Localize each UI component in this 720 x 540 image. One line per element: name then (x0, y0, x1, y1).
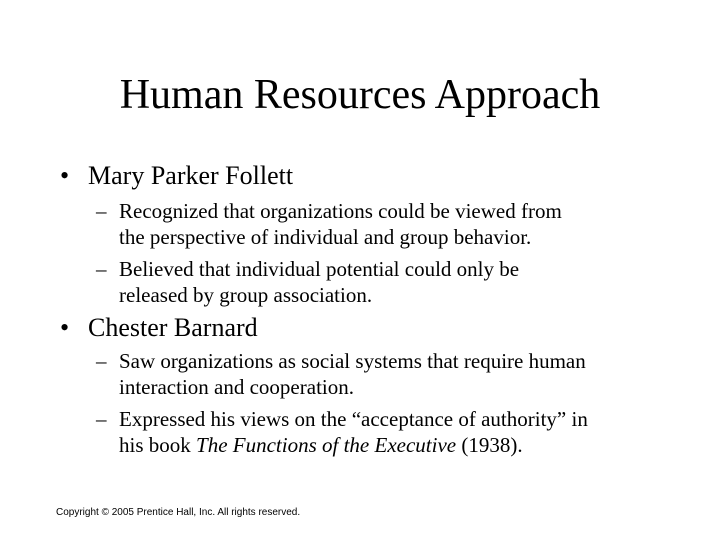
sub-bullet-line: Recognized that organizations could be viewed from (119, 199, 562, 223)
bullet-text: Chester Barnard (88, 313, 258, 342)
sub-bullet-line: Believed that individual potential could only be (119, 257, 520, 281)
sub-bullet-line: the perspective of individual and group behavior. (119, 225, 532, 249)
sub-bullet-line: interaction and cooperation. (119, 375, 354, 399)
sub-bullet-marker: – (96, 199, 107, 223)
sub-bullet-marker: – (96, 257, 107, 281)
copyright-footer: Copyright © 2005 Prentice Hall, Inc. All rights reserved. (56, 507, 301, 518)
sub-bullet-text: (1938). (456, 433, 523, 457)
sub-bullet-text: his book (119, 433, 197, 457)
book-title: The Functions of the Executive (196, 433, 457, 457)
bullet-marker: • (60, 161, 70, 190)
bullet-marker: • (60, 313, 70, 342)
slide-title: Human Resources Approach (119, 72, 601, 118)
bullet-text: Mary Parker Follett (88, 161, 294, 190)
sub-bullet-marker: – (96, 407, 107, 431)
sub-bullet-marker: – (96, 349, 107, 373)
sub-bullet-line: Saw organizations as social systems that require human (119, 349, 586, 373)
sub-bullet-line: Expressed his views on the “acceptance of authority” in (119, 407, 588, 431)
sub-bullet-line (119, 432, 523, 458)
sub-bullet-line: released by group association. (119, 283, 373, 307)
